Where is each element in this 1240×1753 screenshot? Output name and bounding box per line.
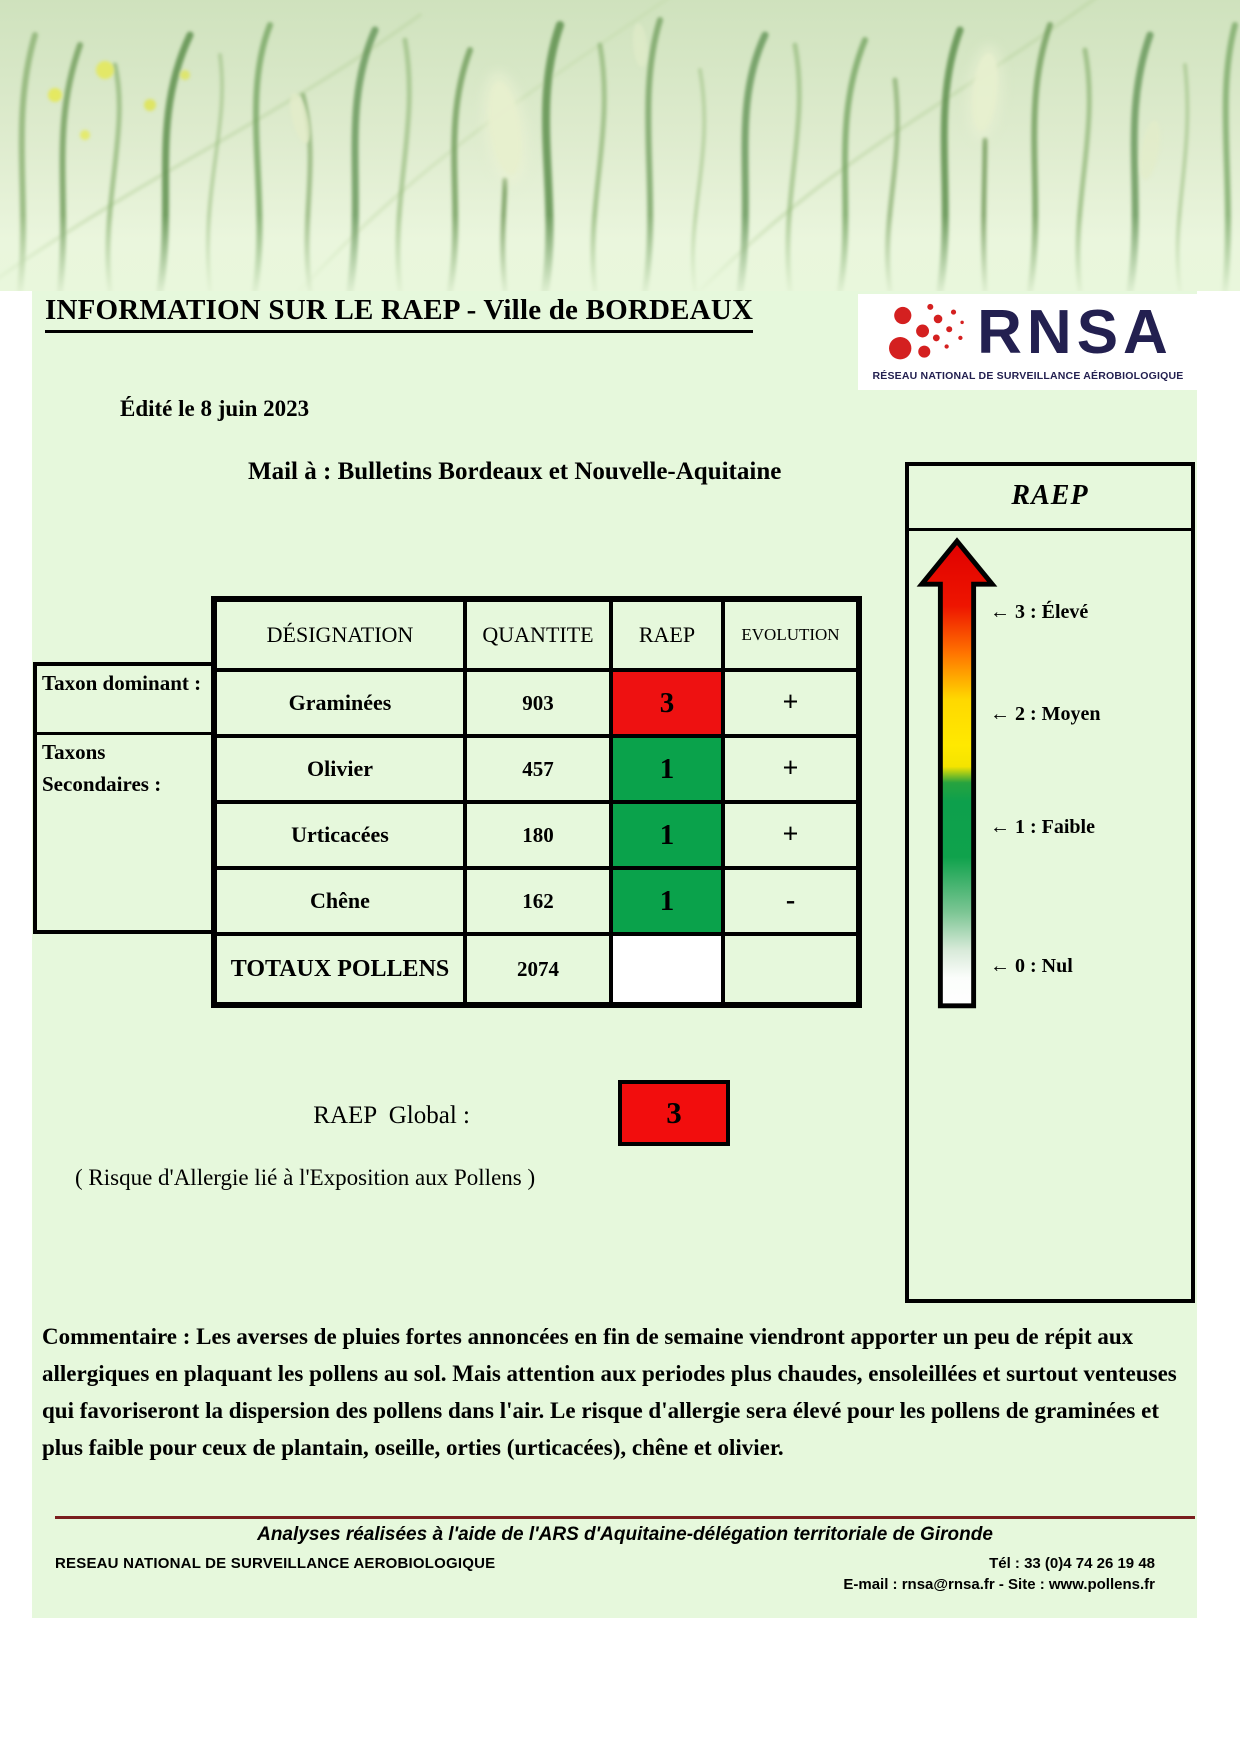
col-header-designation: DÉSIGNATION [215,600,465,670]
col-header-quantite: QUANTITE [465,600,611,670]
row-raep-value: 3 [611,670,723,736]
row-evolution: - [723,868,858,934]
grass-banner-image [0,0,1240,291]
scale-level-3-label: ← 3 : Élevé [990,601,1089,623]
footer-tel: Tél : 33 (0)4 74 26 19 48 [989,1555,1155,1572]
total-label: TOTAUX POLLENS [215,934,465,1004]
commentary-paragraph: Commentaire : Les averses de pluies fortes annoncées en fin de semaine viendront apporter un peu de répit aux allergiques en plaquant les pollens au sol. Mais attention aux periodes plus chaudes, ensoleillées et surtout venteuses qui favoriseront la dispersion des pollens dans l'air. Le risque d'allergie sera élevé pour les pollens de graminées et plus faible pour ceux de plantain, oseille, orties (urticacées), chêne et olivier. [42,1324,1177,1460]
raep-global-note: ( Risque d'Allergie lié à l'Exposition aux Pollens ) [75,1165,536,1190]
row-quantite: 180 [465,802,611,868]
footer-divider [55,1516,1195,1519]
total-raep-cell [611,934,723,1004]
scale-level-0-label: ← 0 : Nul [990,955,1073,977]
mail-line: Mail à : Bulletins Bordeaux et Nouvelle-Aquitaine [248,458,782,485]
rnsa-dots-icon [883,296,969,371]
page-title: INFORMATION SUR LE RAEP - Ville de BORDEAUX [45,294,753,333]
footer-organisation: RESEAU NATIONAL DE SURVEILLANCE AEROBIOLOGIQUE [55,1555,496,1572]
row-raep-value: 1 [611,868,723,934]
raep-global-label: RAEP Global : [313,1102,470,1129]
row-raep-value: 1 [611,802,723,868]
edited-date: Édité le 8 juin 2023 [120,396,310,421]
taxon-dominant-label: Taxon dominant : [37,666,213,735]
row-quantite: 457 [465,736,611,802]
row-designation: Chêne [215,868,465,934]
col-header-raep: RAEP [611,600,723,670]
taxons-secondaires-label: Taxons Secondaires : [42,740,162,796]
row-evolution: + [723,736,858,802]
taxon-side-label-box [33,662,213,934]
row-designation: Urticacées [215,802,465,868]
raep-gradient-arrow [912,533,1002,1015]
row-raep-value: 1 [611,736,723,802]
row-designation: Olivier [215,736,465,802]
footer-contact-block [700,1553,1155,1595]
rnsa-logo [858,294,1198,390]
total-evolution-cell [723,934,858,1004]
pollen-table [211,596,862,1008]
row-quantite: 903 [465,670,611,736]
footer-analyses-line: Analyses réalisées à l'aide de l'ARS d'Aquitaine-délégation territoriale de Gironde [257,1524,993,1545]
rnsa-caption: RÉSEAU NATIONAL DE SURVEILLANCE AÉROBIOLOGIQUE [872,370,1184,382]
row-quantite: 162 [465,868,611,934]
scale-level-2-label: ← 2 : Moyen [990,703,1101,725]
footer-email-site: E-mail : rnsa@rnsa.fr - Site : www.pollens.fr [843,1576,1155,1593]
row-evolution: + [723,802,858,868]
row-designation: Graminées [215,670,465,736]
col-header-evolution: EVOLUTION [723,600,858,670]
raep-global-value: 3 [618,1080,730,1146]
rnsa-wordmark: RNSA [977,298,1173,367]
row-evolution: + [723,670,858,736]
total-quantite: 2074 [465,934,611,1004]
raep-scale-title: RAEP [909,466,1191,531]
scale-level-1-label: ← 1 : Faible [990,816,1095,838]
